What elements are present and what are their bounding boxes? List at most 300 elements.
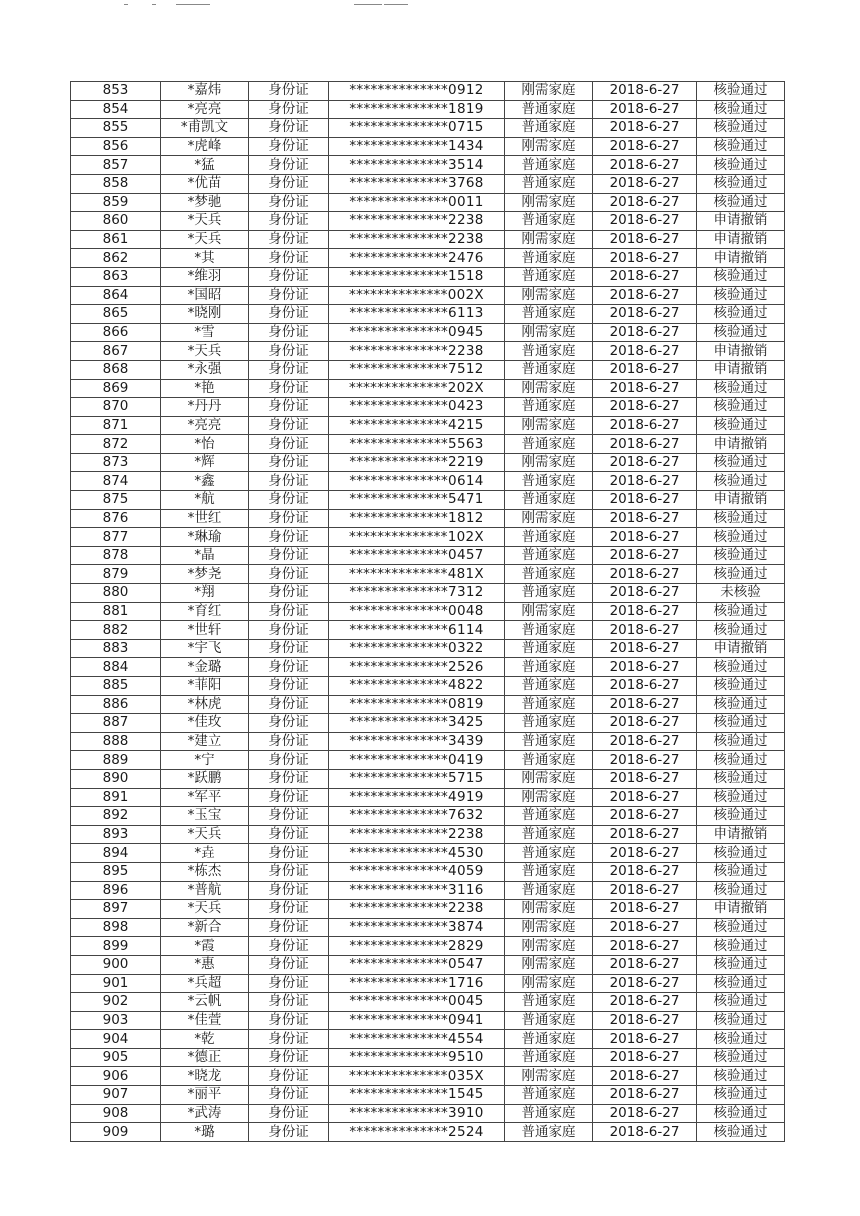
row-number: 904 bbox=[71, 1030, 161, 1049]
verification-status: 申请撤销 bbox=[697, 249, 785, 268]
id-number: **************2829 bbox=[329, 937, 505, 956]
verification-status: 核验通过 bbox=[697, 937, 785, 956]
id-number: **************2476 bbox=[329, 249, 505, 268]
verification-status: 核验通过 bbox=[697, 955, 785, 974]
verification-status: 申请撤销 bbox=[697, 491, 785, 510]
id-number: **************3768 bbox=[329, 174, 505, 193]
record-date: 2018-6-27 bbox=[593, 1104, 697, 1123]
table-row bbox=[71, 937, 785, 956]
family-type: 刚需家庭 bbox=[505, 1067, 593, 1086]
id-type: 身份证 bbox=[249, 1104, 329, 1123]
table-row bbox=[71, 416, 785, 435]
record-date: 2018-6-27 bbox=[593, 1067, 697, 1086]
id-number: **************0045 bbox=[329, 993, 505, 1012]
id-number: **************4059 bbox=[329, 862, 505, 881]
verification-status: 核验通过 bbox=[697, 695, 785, 714]
id-type: 身份证 bbox=[249, 955, 329, 974]
applicant-name: *宇飞 bbox=[161, 639, 249, 658]
applicant-name: *云帆 bbox=[161, 993, 249, 1012]
table-row bbox=[71, 807, 785, 826]
table-row bbox=[71, 658, 785, 677]
record-date: 2018-6-27 bbox=[593, 732, 697, 751]
applicant-name: *惠 bbox=[161, 955, 249, 974]
table-row bbox=[71, 230, 785, 249]
applicant-name: *亮亮 bbox=[161, 100, 249, 119]
applicant-name: *永强 bbox=[161, 360, 249, 379]
verification-status: 核验通过 bbox=[697, 453, 785, 472]
row-number: 907 bbox=[71, 1086, 161, 1105]
record-date: 2018-6-27 bbox=[593, 546, 697, 565]
table-row bbox=[71, 249, 785, 268]
id-number: **************3910 bbox=[329, 1104, 505, 1123]
id-type: 身份证 bbox=[249, 249, 329, 268]
applicant-name: *晶 bbox=[161, 546, 249, 565]
id-type: 身份证 bbox=[249, 584, 329, 603]
family-type: 普通家庭 bbox=[505, 825, 593, 844]
id-type: 身份证 bbox=[249, 918, 329, 937]
verification-status: 核验通过 bbox=[697, 305, 785, 324]
id-number: **************1518 bbox=[329, 267, 505, 286]
table-row bbox=[71, 584, 785, 603]
table-row bbox=[71, 137, 785, 156]
verification-status: 核验通过 bbox=[697, 621, 785, 640]
row-number: 867 bbox=[71, 342, 161, 361]
id-type: 身份证 bbox=[249, 1123, 329, 1142]
verification-status: 核验通过 bbox=[697, 677, 785, 696]
row-number: 891 bbox=[71, 788, 161, 807]
id-type: 身份证 bbox=[249, 416, 329, 435]
verification-record-table bbox=[70, 81, 785, 1142]
id-number: **************0011 bbox=[329, 193, 505, 212]
id-type: 身份证 bbox=[249, 435, 329, 454]
record-date: 2018-6-27 bbox=[593, 491, 697, 510]
row-number: 880 bbox=[71, 584, 161, 603]
family-type: 普通家庭 bbox=[505, 695, 593, 714]
id-number: **************6113 bbox=[329, 305, 505, 324]
applicant-name: *林虎 bbox=[161, 695, 249, 714]
table-row bbox=[71, 565, 785, 584]
scan-edge-marks bbox=[0, 0, 860, 12]
verification-status: 核验通过 bbox=[697, 1104, 785, 1123]
id-type: 身份证 bbox=[249, 100, 329, 119]
family-type: 普通家庭 bbox=[505, 119, 593, 138]
family-type: 刚需家庭 bbox=[505, 955, 593, 974]
row-number: 884 bbox=[71, 658, 161, 677]
id-number: **************0945 bbox=[329, 323, 505, 342]
verification-status: 核验通过 bbox=[697, 602, 785, 621]
family-type: 普通家庭 bbox=[505, 862, 593, 881]
id-type: 身份证 bbox=[249, 732, 329, 751]
table-row bbox=[71, 323, 785, 342]
id-number: **************0614 bbox=[329, 472, 505, 491]
family-type: 刚需家庭 bbox=[505, 193, 593, 212]
table-row bbox=[71, 1011, 785, 1030]
id-type: 身份证 bbox=[249, 305, 329, 324]
verification-status: 核验通过 bbox=[697, 658, 785, 677]
id-number: **************102X bbox=[329, 528, 505, 547]
applicant-name: *兵超 bbox=[161, 974, 249, 993]
family-type: 普通家庭 bbox=[505, 1011, 593, 1030]
applicant-name: *佳玫 bbox=[161, 714, 249, 733]
applicant-name: *翔 bbox=[161, 584, 249, 603]
record-date: 2018-6-27 bbox=[593, 528, 697, 547]
id-number: **************035X bbox=[329, 1067, 505, 1086]
verification-status: 核验通过 bbox=[697, 416, 785, 435]
family-type: 普通家庭 bbox=[505, 1123, 593, 1142]
id-number: **************9510 bbox=[329, 1048, 505, 1067]
row-number: 854 bbox=[71, 100, 161, 119]
family-type: 普通家庭 bbox=[505, 751, 593, 770]
id-type: 身份证 bbox=[249, 807, 329, 826]
family-type: 普通家庭 bbox=[505, 100, 593, 119]
table-row bbox=[71, 621, 785, 640]
verification-status: 核验通过 bbox=[697, 546, 785, 565]
id-number: **************3425 bbox=[329, 714, 505, 733]
id-number: **************7512 bbox=[329, 360, 505, 379]
row-number: 862 bbox=[71, 249, 161, 268]
family-type: 刚需家庭 bbox=[505, 379, 593, 398]
applicant-name: *霞 bbox=[161, 937, 249, 956]
verification-status: 核验通过 bbox=[697, 137, 785, 156]
applicant-name: *航 bbox=[161, 491, 249, 510]
table-row bbox=[71, 193, 785, 212]
id-number: **************0941 bbox=[329, 1011, 505, 1030]
id-type: 身份证 bbox=[249, 267, 329, 286]
family-type: 普通家庭 bbox=[505, 472, 593, 491]
id-type: 身份证 bbox=[249, 1067, 329, 1086]
id-type: 身份证 bbox=[249, 82, 329, 101]
verification-status: 核验通过 bbox=[697, 267, 785, 286]
row-number: 875 bbox=[71, 491, 161, 510]
id-number: **************1434 bbox=[329, 137, 505, 156]
id-number: **************4215 bbox=[329, 416, 505, 435]
table-row bbox=[71, 82, 785, 101]
verification-status: 申请撤销 bbox=[697, 900, 785, 919]
row-number: 905 bbox=[71, 1048, 161, 1067]
id-number: **************2219 bbox=[329, 453, 505, 472]
record-date: 2018-6-27 bbox=[593, 137, 697, 156]
record-date: 2018-6-27 bbox=[593, 286, 697, 305]
table-body bbox=[71, 82, 785, 1142]
id-type: 身份证 bbox=[249, 825, 329, 844]
table-row bbox=[71, 714, 785, 733]
record-date: 2018-6-27 bbox=[593, 695, 697, 714]
family-type: 普通家庭 bbox=[505, 546, 593, 565]
record-date: 2018-6-27 bbox=[593, 918, 697, 937]
id-number: **************3874 bbox=[329, 918, 505, 937]
id-type: 身份证 bbox=[249, 714, 329, 733]
row-number: 893 bbox=[71, 825, 161, 844]
applicant-name: *辉 bbox=[161, 453, 249, 472]
applicant-name: *建立 bbox=[161, 732, 249, 751]
applicant-name: *天兵 bbox=[161, 825, 249, 844]
family-type: 普通家庭 bbox=[505, 565, 593, 584]
family-type: 刚需家庭 bbox=[505, 769, 593, 788]
applicant-name: *普航 bbox=[161, 881, 249, 900]
verification-status: 申请撤销 bbox=[697, 230, 785, 249]
id-number: **************1819 bbox=[329, 100, 505, 119]
record-date: 2018-6-27 bbox=[593, 82, 697, 101]
id-type: 身份证 bbox=[249, 1086, 329, 1105]
family-type: 刚需家庭 bbox=[505, 286, 593, 305]
record-date: 2018-6-27 bbox=[593, 1048, 697, 1067]
verification-status: 核验通过 bbox=[697, 193, 785, 212]
table-row bbox=[71, 212, 785, 231]
id-number: **************0819 bbox=[329, 695, 505, 714]
row-number: 890 bbox=[71, 769, 161, 788]
applicant-name: *跃鹏 bbox=[161, 769, 249, 788]
applicant-name: *德正 bbox=[161, 1048, 249, 1067]
id-type: 身份证 bbox=[249, 1048, 329, 1067]
row-number: 901 bbox=[71, 974, 161, 993]
applicant-name: *亮亮 bbox=[161, 416, 249, 435]
row-number: 906 bbox=[71, 1067, 161, 1086]
table-row bbox=[71, 119, 785, 138]
row-number: 896 bbox=[71, 881, 161, 900]
row-number: 868 bbox=[71, 360, 161, 379]
record-date: 2018-6-27 bbox=[593, 621, 697, 640]
family-type: 普通家庭 bbox=[505, 342, 593, 361]
record-date: 2018-6-27 bbox=[593, 212, 697, 231]
applicant-name: *晓刚 bbox=[161, 305, 249, 324]
family-type: 普通家庭 bbox=[505, 491, 593, 510]
applicant-name: *优苗 bbox=[161, 174, 249, 193]
applicant-name: *梦尧 bbox=[161, 565, 249, 584]
table-row bbox=[71, 677, 785, 696]
table-row bbox=[71, 472, 785, 491]
record-date: 2018-6-27 bbox=[593, 416, 697, 435]
row-number: 865 bbox=[71, 305, 161, 324]
verification-status: 核验通过 bbox=[697, 714, 785, 733]
table-row bbox=[71, 267, 785, 286]
record-date: 2018-6-27 bbox=[593, 323, 697, 342]
id-type: 身份证 bbox=[249, 119, 329, 138]
family-type: 普通家庭 bbox=[505, 249, 593, 268]
verification-status: 核验通过 bbox=[697, 732, 785, 751]
verification-status: 核验通过 bbox=[697, 82, 785, 101]
record-date: 2018-6-27 bbox=[593, 844, 697, 863]
table-row bbox=[71, 100, 785, 119]
id-type: 身份证 bbox=[249, 156, 329, 175]
id-type: 身份证 bbox=[249, 360, 329, 379]
verification-status: 核验通过 bbox=[697, 993, 785, 1012]
id-type: 身份证 bbox=[249, 881, 329, 900]
table-row bbox=[71, 695, 785, 714]
id-number: **************2238 bbox=[329, 342, 505, 361]
record-date: 2018-6-27 bbox=[593, 1030, 697, 1049]
table-row bbox=[71, 453, 785, 472]
id-type: 身份证 bbox=[249, 230, 329, 249]
id-type: 身份证 bbox=[249, 621, 329, 640]
scan-mark bbox=[354, 4, 382, 5]
family-type: 普通家庭 bbox=[505, 807, 593, 826]
id-number: **************2238 bbox=[329, 230, 505, 249]
verification-status: 未核验 bbox=[697, 584, 785, 603]
table-row bbox=[71, 751, 785, 770]
scan-mark bbox=[384, 4, 408, 5]
applicant-name: *璐 bbox=[161, 1123, 249, 1142]
record-date: 2018-6-27 bbox=[593, 584, 697, 603]
row-number: 881 bbox=[71, 602, 161, 621]
table-row bbox=[71, 825, 785, 844]
verification-status: 申请撤销 bbox=[697, 212, 785, 231]
row-number: 883 bbox=[71, 639, 161, 658]
record-date: 2018-6-27 bbox=[593, 193, 697, 212]
table-row bbox=[71, 1030, 785, 1049]
row-number: 870 bbox=[71, 398, 161, 417]
applicant-name: *其 bbox=[161, 249, 249, 268]
row-number: 903 bbox=[71, 1011, 161, 1030]
table-row bbox=[71, 286, 785, 305]
record-date: 2018-6-27 bbox=[593, 937, 697, 956]
row-number: 873 bbox=[71, 453, 161, 472]
applicant-name: *天兵 bbox=[161, 230, 249, 249]
family-type: 刚需家庭 bbox=[505, 974, 593, 993]
verification-status: 申请撤销 bbox=[697, 825, 785, 844]
table-row bbox=[71, 881, 785, 900]
applicant-name: *武涛 bbox=[161, 1104, 249, 1123]
id-type: 身份证 bbox=[249, 639, 329, 658]
applicant-name: *天兵 bbox=[161, 342, 249, 361]
verification-status: 核验通过 bbox=[697, 751, 785, 770]
id-type: 身份证 bbox=[249, 1030, 329, 1049]
id-number: **************4919 bbox=[329, 788, 505, 807]
applicant-name: *金璐 bbox=[161, 658, 249, 677]
row-number: 882 bbox=[71, 621, 161, 640]
verification-status: 核验通过 bbox=[697, 156, 785, 175]
family-type: 刚需家庭 bbox=[505, 137, 593, 156]
family-type: 刚需家庭 bbox=[505, 509, 593, 528]
table-row bbox=[71, 862, 785, 881]
record-date: 2018-6-27 bbox=[593, 156, 697, 175]
table-row bbox=[71, 1123, 785, 1142]
applicant-name: *虎峰 bbox=[161, 137, 249, 156]
verification-status: 核验通过 bbox=[697, 807, 785, 826]
family-type: 普通家庭 bbox=[505, 212, 593, 231]
applicant-name: *琳瑜 bbox=[161, 528, 249, 547]
id-number: **************0547 bbox=[329, 955, 505, 974]
id-number: **************002X bbox=[329, 286, 505, 305]
row-number: 900 bbox=[71, 955, 161, 974]
record-date: 2018-6-27 bbox=[593, 398, 697, 417]
id-number: **************1716 bbox=[329, 974, 505, 993]
row-number: 888 bbox=[71, 732, 161, 751]
id-number: **************0912 bbox=[329, 82, 505, 101]
table-row bbox=[71, 900, 785, 919]
record-date: 2018-6-27 bbox=[593, 1011, 697, 1030]
applicant-name: *甫凯文 bbox=[161, 119, 249, 138]
id-number: **************3116 bbox=[329, 881, 505, 900]
family-type: 普通家庭 bbox=[505, 435, 593, 454]
id-number: **************0419 bbox=[329, 751, 505, 770]
id-type: 身份证 bbox=[249, 472, 329, 491]
id-type: 身份证 bbox=[249, 174, 329, 193]
verification-status: 申请撤销 bbox=[697, 360, 785, 379]
id-type: 身份证 bbox=[249, 379, 329, 398]
table-row bbox=[71, 546, 785, 565]
table-row bbox=[71, 639, 785, 658]
row-number: 908 bbox=[71, 1104, 161, 1123]
family-type: 刚需家庭 bbox=[505, 323, 593, 342]
scan-mark bbox=[176, 4, 210, 5]
verification-status: 核验通过 bbox=[697, 323, 785, 342]
record-date: 2018-6-27 bbox=[593, 1123, 697, 1142]
applicant-name: *嘉炜 bbox=[161, 82, 249, 101]
table-row bbox=[71, 360, 785, 379]
table-row bbox=[71, 305, 785, 324]
family-type: 普通家庭 bbox=[505, 1048, 593, 1067]
id-number: **************5563 bbox=[329, 435, 505, 454]
family-type: 普通家庭 bbox=[505, 267, 593, 286]
applicant-name: *雪 bbox=[161, 323, 249, 342]
family-type: 普通家庭 bbox=[505, 621, 593, 640]
id-number: **************2238 bbox=[329, 212, 505, 231]
row-number: 861 bbox=[71, 230, 161, 249]
id-number: **************1812 bbox=[329, 509, 505, 528]
record-date: 2018-6-27 bbox=[593, 249, 697, 268]
verification-status: 核验通过 bbox=[697, 379, 785, 398]
scan-mark bbox=[152, 4, 156, 5]
verification-status: 核验通过 bbox=[697, 565, 785, 584]
verification-status: 核验通过 bbox=[697, 1067, 785, 1086]
id-number: **************202X bbox=[329, 379, 505, 398]
id-type: 身份证 bbox=[249, 509, 329, 528]
family-type: 刚需家庭 bbox=[505, 82, 593, 101]
verification-status: 核验通过 bbox=[697, 119, 785, 138]
id-type: 身份证 bbox=[249, 677, 329, 696]
id-number: **************2526 bbox=[329, 658, 505, 677]
id-number: **************4554 bbox=[329, 1030, 505, 1049]
applicant-name: *宁 bbox=[161, 751, 249, 770]
family-type: 普通家庭 bbox=[505, 714, 593, 733]
row-number: 886 bbox=[71, 695, 161, 714]
row-number: 879 bbox=[71, 565, 161, 584]
id-number: **************3514 bbox=[329, 156, 505, 175]
table-row bbox=[71, 1086, 785, 1105]
row-number: 892 bbox=[71, 807, 161, 826]
record-date: 2018-6-27 bbox=[593, 305, 697, 324]
verification-status: 申请撤销 bbox=[697, 342, 785, 361]
verification-status: 核验通过 bbox=[697, 1048, 785, 1067]
record-date: 2018-6-27 bbox=[593, 342, 697, 361]
id-number: **************7632 bbox=[329, 807, 505, 826]
row-number: 871 bbox=[71, 416, 161, 435]
record-date: 2018-6-27 bbox=[593, 602, 697, 621]
applicant-name: *世轩 bbox=[161, 621, 249, 640]
id-type: 身份证 bbox=[249, 751, 329, 770]
row-number: 876 bbox=[71, 509, 161, 528]
record-date: 2018-6-27 bbox=[593, 751, 697, 770]
id-type: 身份证 bbox=[249, 900, 329, 919]
id-type: 身份证 bbox=[249, 1011, 329, 1030]
row-number: 894 bbox=[71, 844, 161, 863]
verification-status: 核验通过 bbox=[697, 472, 785, 491]
table-row bbox=[71, 491, 785, 510]
row-number: 895 bbox=[71, 862, 161, 881]
id-type: 身份证 bbox=[249, 565, 329, 584]
table-row bbox=[71, 156, 785, 175]
row-number: 899 bbox=[71, 937, 161, 956]
record-date: 2018-6-27 bbox=[593, 360, 697, 379]
table-row bbox=[71, 342, 785, 361]
id-type: 身份证 bbox=[249, 342, 329, 361]
verification-status: 核验通过 bbox=[697, 974, 785, 993]
family-type: 普通家庭 bbox=[505, 881, 593, 900]
table-row bbox=[71, 844, 785, 863]
id-type: 身份证 bbox=[249, 528, 329, 547]
verification-status: 申请撤销 bbox=[697, 639, 785, 658]
table-row bbox=[71, 955, 785, 974]
